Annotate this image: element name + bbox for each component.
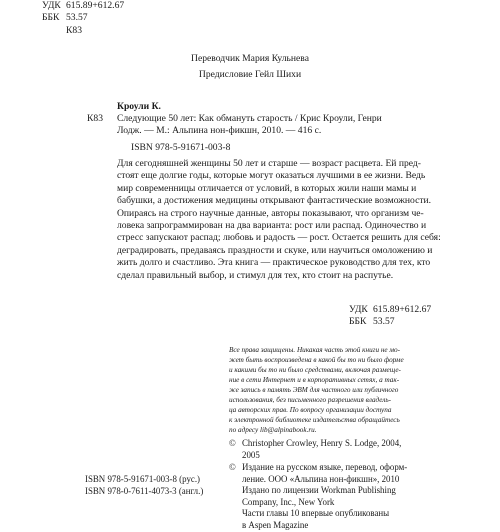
annotation-line-5: Опираясь на строго научные данные, авторы показывают, что организм че- [117, 207, 424, 219]
top-bbk-value: 53.57 [66, 12, 88, 24]
rights-line-9: по адресу lib@alpinabook.ru. [229, 426, 317, 435]
copyright-1-line-2: 2005 [242, 449, 260, 460]
rights-line-2: жет быть воспроизведена в какой бы то ни было форме [229, 356, 404, 365]
isbn-eng: ISBN 978-0-7611-4073-3 (англ.) [85, 485, 204, 496]
copyright-2-line-5: Части главы 10 впервые опубликованы [242, 508, 390, 519]
top-bbk-label: ББК [42, 12, 60, 24]
catalog-author: Кроули К. [117, 101, 161, 112]
copyright-2-line-1: Издание на русском языке, перевод, оформ- [242, 462, 408, 472]
rights-line-7: ца авторских прав. По вопросу организации доступа [229, 406, 392, 415]
bottom-bbk-value: 53.57 [373, 316, 395, 328]
copyright-2-line-3: Издано по лицензии Workman Publishing [242, 485, 396, 496]
copyright-2-line-6: в Aspen Magazine [242, 519, 309, 530]
bottom-codes [349, 304, 489, 329]
annotation-line-8: деградировать, предаваясь праздности и скуке, или научиться омоложению и [117, 244, 433, 256]
bottom-udk-line [349, 304, 489, 316]
rights-notice [229, 345, 421, 435]
rights-line-5: же запись в память ЭВМ для частного или публичного [229, 386, 399, 395]
top-udk-label: УДК [42, 0, 61, 11]
preface: Предисловие Гейл Шихи [198, 69, 302, 80]
copyright-1-line-1: Christopher Crowley, Henry S. Lodge, 2004, [242, 438, 402, 448]
rights-line-3: и какими бы то ни было средствами, включая размеще- [229, 366, 401, 375]
copyright-1 [229, 438, 444, 461]
copyright-2 [229, 462, 444, 532]
top-udk-value: 615.89+612.67 [66, 0, 125, 11]
annotation-line-1: Для сегодняшней женщины 50 лет и старше — возраст расцвета. Ей пред- [117, 158, 421, 169]
catalog-title-line-1: Следующие 50 лет: Как обмануть старость / Крис Кроули, Генри [117, 113, 382, 124]
bottom-udk-value: 615.89+612.67 [373, 304, 432, 315]
catalog-isbn: ISBN 978-5-91671-003-8 [131, 142, 231, 153]
top-author-mark-text: К83 [66, 24, 82, 36]
rights-line-8: к электронной библиотеке издательства обращайтесь [229, 416, 400, 425]
top-udk-line [42, 0, 182, 12]
top-bbk-line [42, 12, 182, 24]
catalog-title-line-2: Лодж. — М.: Альпина нон-фикшн, 2010. — 416 с. [117, 125, 322, 137]
annotation-line-6: ловека запрограммирован на два варианта: рост или распад. Одиночество и [117, 220, 427, 232]
annotation-line-10: сделал правильный выбор, и стимул для тех, кто стоит на распутье. [117, 269, 394, 281]
annotation-line-9: жить долго и счастливо. Эта книга — практическое руководство для тех, кто [117, 257, 431, 269]
catalog-title [117, 113, 417, 138]
copyright-2-line-4: Company, Inc., New York [242, 496, 335, 507]
isbn-rus: ISBN 978-5-91671-003-8 (рус.) [85, 474, 200, 484]
catalog-author-mark: К83 [87, 113, 103, 124]
copyright-2-line-2: ление. ООО «Альпина нон-фикшн», 2010 [242, 473, 400, 484]
top-author-mark [42, 25, 182, 37]
annotation-line-4: бабушки, а достижения медицины открывают фантастические возможности. [117, 195, 432, 207]
annotation-line-3: мир современницы отличается от условий, в которых жили наши мамы и [117, 182, 417, 194]
rights-line-6: использования, без письменного разрешения владель- [229, 396, 392, 405]
annotation-line-7: стресс запускают распад; любовь и радость — рост. Остается решить для себя: [117, 232, 441, 244]
bottom-bbk-line [349, 316, 489, 328]
translator: Переводчик Мария Кульнева [191, 53, 309, 64]
bottom-bbk-label: ББК [349, 316, 367, 328]
top-codes [42, 0, 182, 37]
rights-line-4: ние в сети Интернет и в корпоративных сетях, а так- [229, 376, 400, 385]
annotation [117, 158, 441, 282]
isbn-bottom [85, 474, 225, 497]
copyright-symbol-2: © [229, 462, 236, 472]
rights-line-1: Все права защищены. Никакая часть этой книги не мо- [229, 346, 400, 354]
annotation-line-2: стоят еще долгие годы, которые могут оказаться лучшими в ее жизни. Ведь [117, 170, 426, 182]
bottom-udk-label: УДК [349, 304, 368, 315]
copyright-symbol-1: © [229, 438, 236, 448]
